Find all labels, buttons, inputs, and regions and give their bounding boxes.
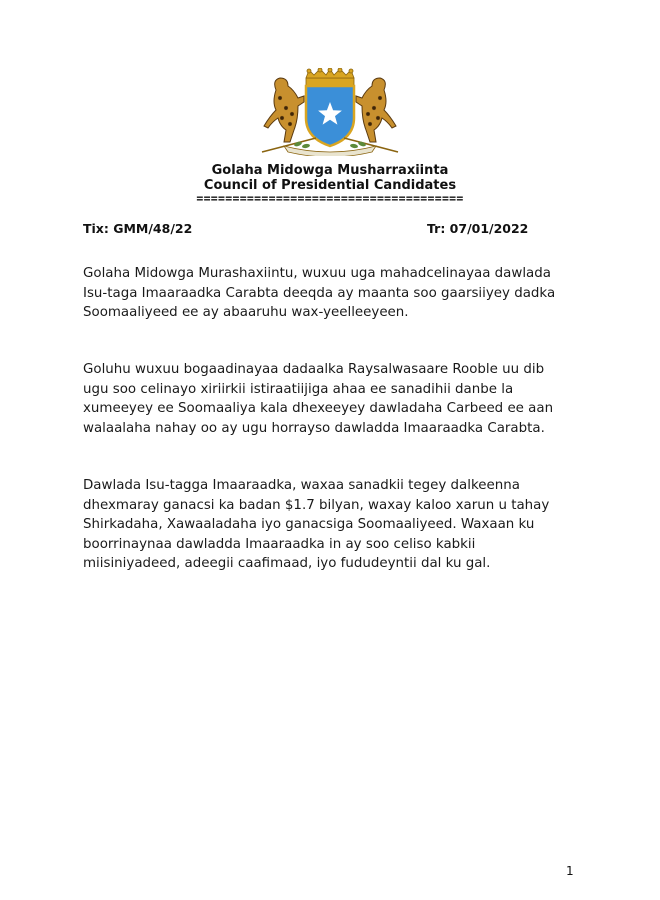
council-name-english: Council of Presidential Candidates [203,178,457,193]
document-date: Tr: 07/01/2022 [427,221,529,236]
somalia-coat-of-arms-icon [254,68,406,156]
body-paragraph: Goluhu wuxuu bogaadinayaa dadaalka Raysalwasaare Rooble uu dib ugu soo celinayo xiriirkii istiraatiijiga ahaa ee sanadihii danbe la xumeeyey ee Soomaaliya kala dhexeeyey dawladaha Carbeed ee aan walaalaha nahay oo ay ugu horrayso dawladda Imaaraadka Carabta. [83,362,554,436]
header-divider: ===================================== [196,191,464,205]
body-paragraph: Dawlada Isu-tagga Imaaraadka, waxaa sanadkii tegey dalkeenna dhexmaray ganacsi ka badan $1.7 bilyan, waxay kaloo xarun u tahay Shirkadaha, Xawaaladaha iyo ganacsiga Soomaaliyeed. Waxaan ku boorrinaynaa dawladda Imaaraadka in ay soo celiso kabkii miisiniyadeed, adeegii caafimaad, iyo fududeyntii dal ku gal. [83,478,550,572]
council-name-somali: Golaha Midowga Musharraxiinta [211,163,449,178]
reference-number: Tix: GMM/48/22 [83,221,193,236]
page-number: 1 [566,864,574,878]
body-paragraph: Golaha Midowga Murashaxiintu, wuxuu uga mahadcelinayaa dawlada Isu-taga Imaaraadka Carabta deeqda ay maanta soo gaarsiiyey dadka Soomaaliyeed ee ay abaaruhu wax-yeelleeyeen. [83,266,556,321]
